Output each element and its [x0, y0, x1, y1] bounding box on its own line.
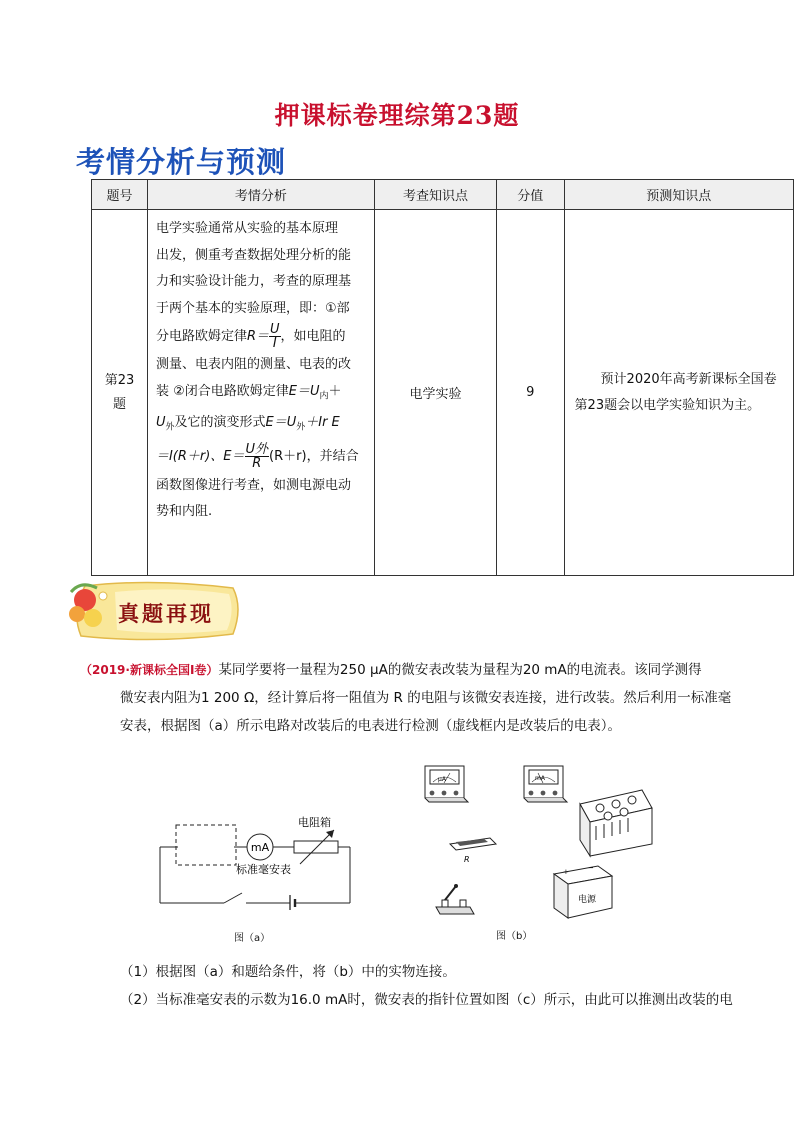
analysis-line: 测量、电表内阻的测量、电表的改: [155, 357, 351, 372]
analysis-line: 分电路欧姆定律R＝ $\frac{U}{I}$ ，如电阻的: [155, 322, 346, 351]
standard-meter-label: 标准毫安表: [236, 863, 291, 876]
apparatus-figure: [420, 762, 660, 922]
section-title: 考情分析与预测: [76, 145, 287, 179]
header-knowledge: 考查知识点: [374, 180, 496, 210]
analysis-table: [91, 179, 794, 576]
cell-number: [92, 210, 148, 576]
analysis-line: 出发，侧重考查数据处理分析的能: [155, 247, 351, 263]
header-prediction: 预测知识点: [564, 180, 793, 210]
meter-label: mA: [250, 841, 270, 854]
svg-text:+: +: [563, 868, 569, 876]
document-title: 押课标卷理综第23题: [274, 101, 520, 130]
analysis-line: $U_外$及它的演变形式$E=U_外+Ir$ E: [155, 414, 340, 433]
resistor-box-label: 电阻箱: [298, 816, 331, 829]
header-analysis: 考情分析: [147, 180, 374, 210]
analysis-line: 于两个基本的实验原理，即：①部: [155, 300, 350, 316]
analysis-line: 装 ②闭合电路欧姆定律$E=U_内+$: [155, 383, 342, 402]
svg-text:μA: μA: [438, 776, 446, 783]
milliammeter-icon: [524, 766, 567, 802]
analysis-line: ＝I(R＋r)、E＝ $\frac{\text{U外}}{R}$ (R＋r)，并结合: [155, 441, 359, 471]
svg-text:mA: mA: [535, 775, 545, 782]
svg-text:R: R: [464, 855, 470, 864]
resistor-icon: [450, 838, 496, 864]
cell-knowledge: 电学实验: [374, 210, 496, 576]
table-row: [92, 210, 794, 576]
analysis-line: 势和内阻.: [155, 504, 213, 520]
cell-prediction: 预计2020年高考新课标全国卷第23题会以电学实验知识为主。: [564, 210, 793, 576]
problem-source: （2019·新课标全国Ⅰ卷）: [80, 663, 219, 677]
problem-paragraph-line: 微安表内阻为1 200 Ω，经计算后将一阻值为 R 的电阻与该微安表连接，进行改装。然后利用一标准毫: [120, 690, 732, 706]
figure-b-caption: 图（b）: [496, 931, 533, 942]
analysis-line: 力和实验设计能力，考查的原理基: [155, 274, 351, 289]
resistance-box-icon: [580, 790, 652, 856]
circuit-diagram: [150, 800, 360, 910]
question-1: （1）根据图（a）和题给条件，将（b）中的实物连接。: [120, 964, 456, 980]
header-score: 分值: [497, 180, 565, 210]
analysis-line: 函数图像进行考查，如测电源电动: [155, 477, 351, 493]
analysis-line: 电学实验通常从实验的基本原理: [155, 221, 338, 236]
figure-a-caption: 图（a）: [234, 933, 271, 944]
svg-text:−: −: [588, 864, 594, 872]
question-2: （2）当标准毫安表的示数为16.0 mA时，微安表的指针位置如图（c）所示，由此可以推测出改装的电: [120, 992, 733, 1008]
cell-score: 9: [497, 210, 565, 576]
header-number: 题号: [92, 180, 148, 210]
question-number-line2: 题: [112, 396, 126, 412]
question-number-line1: 第23: [104, 372, 135, 388]
problem-paragraph: （2019·新课标全国Ⅰ卷）某同学要将一量程为250 μA的微安表改装为量程为20 mA的电流表。该同学测得: [80, 662, 702, 678]
power-supply-icon: [554, 864, 612, 918]
formula-fraction: $\frac{\text{U外}}{R}$: [245, 441, 269, 471]
microammeter-icon: [425, 766, 468, 802]
table-header-row: [92, 180, 794, 210]
power-label: 电源: [578, 895, 597, 905]
cell-analysis: [147, 210, 374, 576]
switch-icon: [436, 884, 474, 914]
badge-label: 真题再现: [118, 601, 214, 626]
problem-paragraph-line: 安表，根据图（a）所示电路对改装后的电表进行检测（虚线框内是改装后的电表）。: [120, 718, 622, 734]
formula-fraction: $\frac{U}{I}$: [270, 322, 280, 351]
